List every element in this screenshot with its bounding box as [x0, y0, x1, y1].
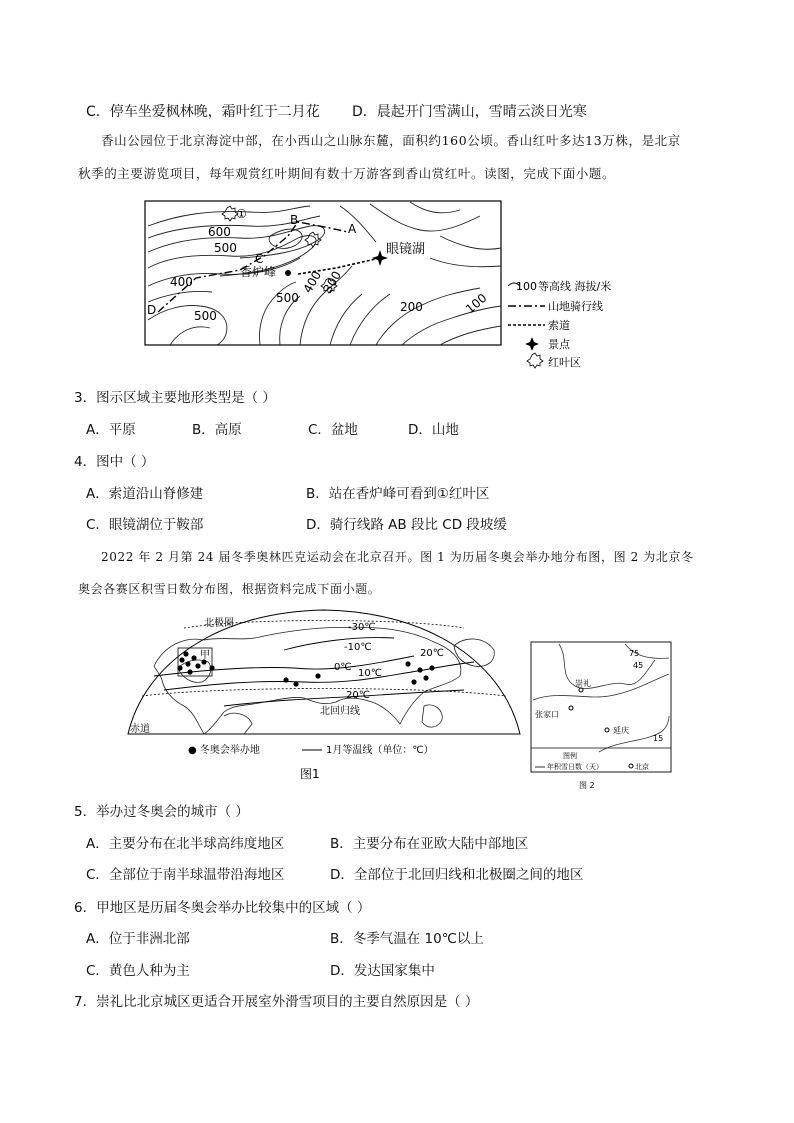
circle-one-label: ①: [236, 207, 247, 221]
zhangjiakou-label: 张家口: [535, 710, 559, 719]
q3-option-a: A．平原: [86, 422, 136, 438]
point-b-label: B: [290, 213, 299, 227]
contour-label: 500: [276, 291, 299, 305]
passage-line: 2022 年 2 月第 24 届冬季奥林匹克运动会在北京召开。图 1 为历届冬奥会举办地分布图，图 2 为北京冬: [101, 550, 694, 564]
topo-map-figure: [140, 196, 620, 376]
question-5-stem: 5．举办过冬奥会的城市（ ）: [74, 804, 249, 820]
snow-value: 45: [633, 661, 644, 670]
legend-contour: 等高线 海拔/米: [538, 280, 612, 293]
map-legend: [508, 279, 611, 369]
point-c-label: C: [255, 252, 264, 266]
contour-label: 400: [170, 275, 193, 289]
isotherm-label: 0℃: [334, 662, 352, 673]
legend-spot-icon: [525, 337, 539, 351]
snow-days-map: [529, 640, 689, 792]
question-6-stem: 6．甲地区是历届冬奥会举办比较集中的区域（ ）: [74, 900, 371, 916]
isotherm-label: 10℃: [358, 668, 382, 679]
q5-option-b: B．主要分布在亚欧大陆中部地区: [330, 836, 529, 852]
peak-label: 香炉峰: [240, 265, 277, 279]
snow-value: 15: [653, 734, 664, 743]
figure-2: [529, 640, 689, 792]
legend-redleaf-icon: [527, 353, 543, 368]
passage-line: 秋季的主要游览项目，每年观赏红叶期间有数十万游客到香山赏红叶。读图，完成下面小题。: [78, 166, 616, 181]
isotherm-label: 20℃: [346, 690, 370, 701]
option-d: D．晨起开门雪满山，雪晴云淡日光寒: [352, 104, 587, 120]
figure2-caption: 图 2: [579, 781, 595, 790]
figure1-caption: 图1: [300, 767, 320, 781]
q5-option-d: D．全部位于北回归线和北极圈之间的地区: [330, 867, 584, 883]
region-jia-label: 甲: [200, 650, 210, 661]
legend-beijing: 北京: [635, 763, 649, 771]
q6-option-a: A．位于非洲北部: [86, 931, 190, 947]
q4-option-b: B．站在香炉峰可看到①红叶区: [306, 486, 490, 502]
peak-marker: [285, 270, 291, 276]
isotherm-label: -10℃: [344, 642, 372, 653]
point-d-label: D: [147, 303, 157, 317]
legend-trail: 山地骑行线: [548, 300, 603, 313]
snow-value: 75: [629, 649, 640, 658]
arctic-circle-label: 北极圈: [204, 618, 234, 629]
figure-1: [124, 606, 524, 786]
q4-option-d: D．骑行线路 AB 段比 CD 段坡缓: [306, 517, 507, 533]
question-4-stem: 4．图中（ ）: [74, 454, 155, 470]
contour-label: 500: [214, 241, 237, 255]
legend-contour-value: 100: [516, 280, 537, 293]
q6-option-d: D．发达国家集中: [330, 963, 435, 979]
q5-option-a: A．主要分布在北半球高纬度地区: [86, 836, 285, 852]
world-map: [124, 606, 524, 786]
legend-title: 图例: [563, 752, 577, 760]
contour-label: 500: [194, 309, 217, 323]
figure1-legend: [188, 743, 434, 781]
tropic-label: 北回归线: [320, 706, 360, 717]
legend-spot: 景点: [548, 338, 570, 351]
point-a-label: A: [348, 222, 357, 236]
passage-line: 奥会各赛区积雪日数分布图，根据资料完成下面小题。: [78, 582, 381, 596]
question-3-stem: 3．图示区域主要地形类型是（ ）: [74, 390, 276, 406]
legend-snowline: 年积雪日数（天）: [547, 763, 603, 771]
contour-label: 300: [320, 268, 345, 296]
lake-label: 眼镜湖: [386, 242, 426, 257]
q3-option-d: D．山地: [408, 422, 459, 438]
q4-option-c: C．眼镜湖位于鞍部: [86, 517, 204, 533]
option-c: C．停车坐爱枫林晚，霜叶红于二月花: [86, 104, 320, 120]
q6-option-b: B．冬季气温在 10℃以上: [330, 931, 484, 947]
question-7-stem: 7．崇礼比北京城区更适合开展室外滑雪项目的主要自然原因是（ ）: [74, 994, 479, 1010]
chongli-label: 崇礼: [575, 679, 591, 688]
q3-option-c: C．盆地: [308, 422, 358, 438]
passage-line: 香山公园位于北京海淀中部，在小西山之山脉东麓，面积约160公顷。香山红叶多达13万株，是北京: [101, 133, 681, 148]
isotherm-label: -30℃: [348, 622, 376, 633]
q4-option-a: A．索道沿山脊修建: [86, 486, 204, 502]
topo-map: [140, 196, 620, 376]
isotherm-label: 20℃: [420, 648, 444, 659]
contour-label: 200: [400, 300, 423, 314]
q6-option-c: C．黄色人种为主: [86, 963, 190, 979]
legend-host: ● 冬奥会举办地: [188, 745, 260, 756]
legend-cableway: 索道: [548, 319, 570, 332]
contour-label: 600: [208, 225, 231, 239]
q5-option-c: C．全部位于南半球温带沿海地区: [86, 867, 285, 883]
legend-isotherm: 1月等温线（单位：℃）: [326, 745, 434, 756]
contour-label: 400: [300, 268, 325, 296]
yanqing-label: 延庆: [613, 726, 629, 735]
q3-option-b: B．高原: [192, 422, 242, 438]
equator-label: 赤道: [130, 724, 150, 735]
legend-redleaf: 红叶区: [548, 356, 581, 369]
contour-label: 100: [462, 290, 490, 317]
map-frame: [145, 201, 501, 345]
